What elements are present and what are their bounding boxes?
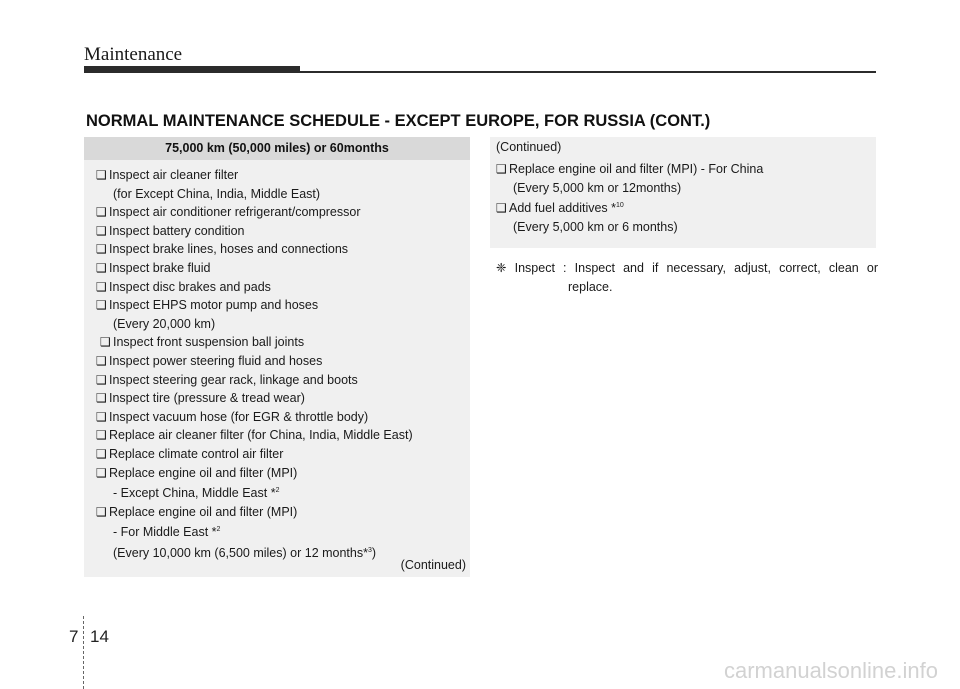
list-item: ❑ Inspect brake lines, hoses and connections	[96, 240, 470, 259]
continued-label: (Continued)	[496, 140, 562, 154]
list-item: ❑ Add fuel additives *$^{10}$	[496, 197, 876, 218]
note-line-1	[496, 259, 878, 278]
list-item: ❑ Inspect power steering fluid and hoses	[96, 352, 470, 371]
page-number: 14	[90, 627, 109, 646]
checkbox-icon: ❑	[96, 205, 107, 220]
list-item: ❑ Replace air cleaner filter (for China, India, Middle East)	[96, 426, 470, 445]
section-heading: NORMAL MAINTENANCE SCHEDULE - EXCEPT EUROPE, FOR RUSSIA (CONT.)	[86, 112, 711, 130]
watermark: carmanualsonline.info	[723, 658, 938, 683]
list-item: ❑ Inspect air conditioner refrigerant/compressor	[96, 203, 470, 222]
footnote-marker: 10	[616, 202, 624, 210]
list-item: ❑ Replace engine oil and filter (MPI)	[96, 503, 470, 522]
checkbox-icon: ❑	[96, 409, 107, 424]
list-item: ❑ Inspect battery condition	[96, 222, 470, 241]
list-item: ❑ Inspect air cleaner filter	[96, 166, 470, 185]
list-item: ❑ Inspect front suspension ball joints	[96, 333, 470, 352]
checkbox-icon: ❑	[96, 260, 107, 275]
list-item-sub: (for Except China, India, Middle East)	[113, 186, 321, 201]
list-item-sub: (Every 5,000 km or 12months)	[513, 180, 682, 195]
checkbox-icon: ❑	[96, 298, 107, 313]
chapter-number: 7	[69, 627, 79, 646]
checkbox-icon: ❑	[96, 446, 107, 461]
checkbox-icon: ❑	[96, 242, 107, 257]
header-rule-thin	[300, 71, 876, 73]
page-divider	[83, 616, 84, 689]
list-item: ❑ Inspect steering gear rack, linkage and boots	[96, 371, 470, 390]
note-line-2: replace.	[568, 279, 613, 294]
note-text: Inspect and if necessary, adjust, correct, clean or	[574, 261, 878, 275]
checkbox-icon: ❑	[100, 335, 111, 350]
list-item: ❑ Inspect brake fluid	[96, 259, 470, 278]
list-item: ❑ Inspect tire (pressure & tread wear)	[96, 389, 470, 408]
list-item: ❑ Replace engine oil and filter (MPI)	[96, 464, 470, 483]
checkbox-icon: ❑	[496, 162, 507, 176]
list-item-sub: - Except China, Middle East *$^2$	[113, 486, 280, 501]
left-panel-header: 75,000 km (50,000 miles) or 60months	[84, 137, 470, 160]
list-item: ❑ Replace climate control air filter	[96, 445, 470, 464]
note-symbol-icon: ❈	[496, 261, 507, 275]
checkbox-icon: ❑	[96, 428, 107, 443]
list-item: ❑ Inspect disc brakes and pads	[96, 278, 470, 297]
header-rule-thick	[84, 66, 300, 73]
left-checklist	[84, 160, 470, 563]
checkbox-icon: ❑	[96, 391, 107, 406]
note-label: Inspect :	[514, 261, 567, 275]
right-panel	[490, 137, 876, 248]
continued-label: (Continued)	[400, 558, 466, 572]
list-item: ❑ Replace engine oil and filter (MPI) - For China	[496, 160, 876, 179]
footnote-marker: 3	[367, 547, 372, 555]
footnote-marker: 2	[275, 487, 280, 495]
checkbox-icon: ❑	[96, 168, 107, 182]
checkbox-icon: ❑	[96, 279, 107, 294]
list-item: ❑ Inspect EHPS motor pump and hoses	[96, 296, 470, 315]
list-item-sub: - For Middle East *$^2$	[113, 525, 221, 540]
checkbox-icon: ❑	[96, 465, 107, 480]
footnote-marker: 2	[216, 526, 221, 534]
left-panel	[84, 137, 470, 577]
checkbox-icon: ❑	[96, 372, 107, 387]
inspect-note	[496, 259, 878, 296]
list-item-sub: (Every 20,000 km)	[113, 316, 216, 331]
checkbox-icon: ❑	[496, 201, 507, 216]
list-item-sub: (Every 10,000 km (6,500 miles) or 12 months*$^3$)	[113, 546, 377, 561]
list-item-sub: (Every 5,000 km or 6 months)	[513, 219, 678, 234]
checkbox-icon: ❑	[96, 223, 107, 238]
checkbox-icon: ❑	[96, 353, 107, 368]
checkbox-icon: ❑	[96, 504, 107, 519]
list-item: ❑ Inspect vacuum hose (for EGR & throttle body)	[96, 408, 470, 427]
right-checklist	[490, 160, 876, 237]
header-title: Maintenance	[84, 44, 183, 65]
